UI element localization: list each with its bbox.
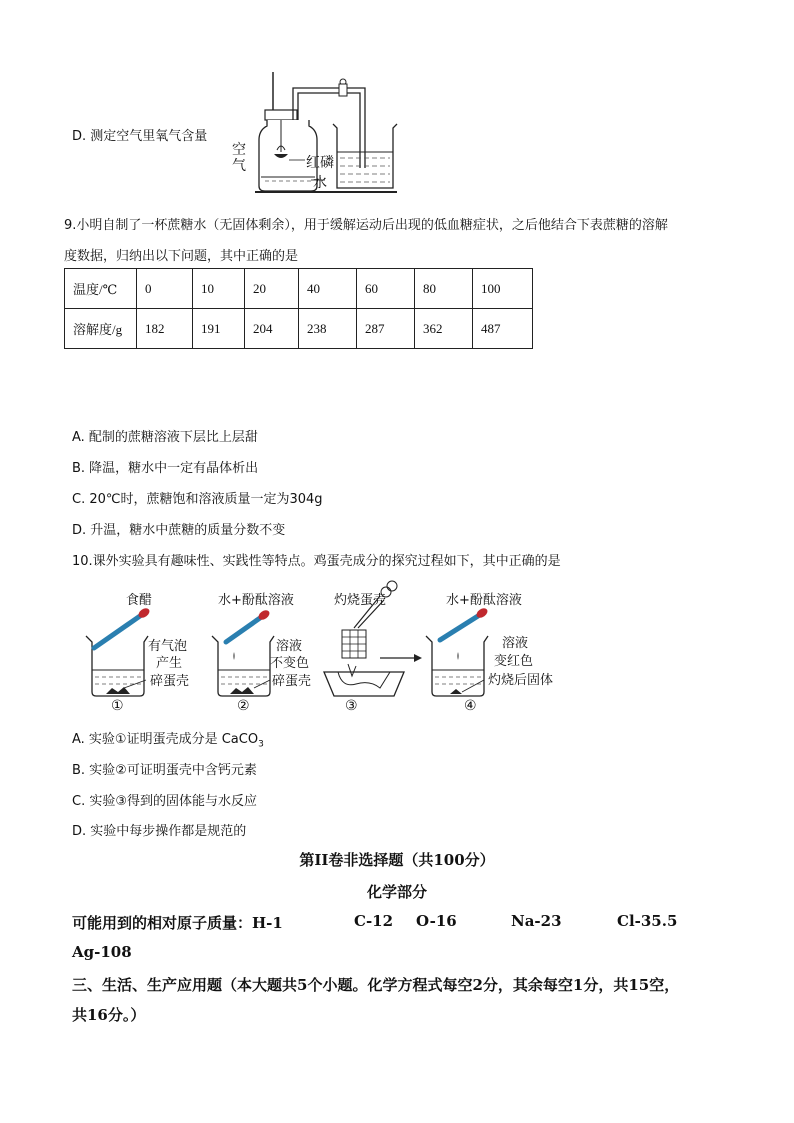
q8-option-d: D. 测定空气里氧气含量	[72, 129, 208, 144]
table-cell: 238	[299, 309, 357, 349]
label-vinegar: 食醋	[126, 593, 153, 608]
table-cell: 204	[245, 309, 299, 349]
label-step-2: ②	[237, 698, 250, 714]
label-burn-shell: 灼烧蛋壳	[334, 593, 387, 608]
label-no-change-1: 溶液	[276, 639, 303, 654]
q9-option-d: D. 升温，糖水中蔗糖的质量分数不变	[72, 523, 286, 538]
table-cell: 182	[137, 309, 193, 349]
label-step-3: ③	[345, 698, 358, 714]
section3-heading-line2: 共16分。）	[72, 1006, 146, 1024]
label-red-2: 变红色	[494, 654, 534, 669]
label-shell-2: 碎蛋壳	[272, 674, 312, 689]
part2-title: 第II卷非选择题（共100分）	[299, 851, 495, 869]
q9-stem-line2: 度数据，归纳出以下问题，其中正确的是	[64, 249, 299, 264]
table-header-temperature: 温度/℃	[65, 269, 137, 309]
table-cell: 362	[415, 309, 473, 349]
table-cell: 20	[245, 269, 299, 309]
q10-option-c: C. 实验③得到的固体能与水反应	[72, 794, 257, 809]
atomic-mass-label: 可能用到的相对原子质量：H-1	[72, 914, 283, 932]
table-cell: 487	[473, 309, 533, 349]
part2-subtitle: 化学部分	[366, 883, 427, 901]
q10-stem: 10.课外实验具有趣味性、实践性等特点。鸡蛋壳成分的探究过程如下，其中正确的是	[72, 554, 561, 569]
q9-option-b: B. 降温，糖水中一定有晶体析出	[72, 461, 259, 476]
q10-option-a-subscript: 3	[258, 739, 264, 750]
table-cell: 40	[299, 269, 357, 309]
label-water-phenolphthalein-1: 水+酚酞溶液	[218, 593, 294, 608]
table-row	[65, 269, 533, 309]
label-water-phenolphthalein-2: 水+酚酞溶液	[446, 593, 522, 608]
label-red-phosphorus: 红磷	[306, 155, 334, 171]
label-red-1: 溶液	[502, 636, 529, 651]
table-cell: 100	[473, 269, 533, 309]
atomic-mass-o: O-16	[416, 912, 457, 930]
section3-heading-line1: 三、生活、生产应用题（本大题共5个小题。化学方程式每空2分，其余每空1分，共15空，	[72, 976, 680, 994]
label-burnt-solid: 灼烧后固体	[488, 673, 554, 688]
table-cell: 10	[193, 269, 245, 309]
solubility-table	[64, 268, 533, 349]
atomic-mass-cl: Cl-35.5	[617, 912, 678, 930]
label-bubbles-2: 产生	[156, 656, 183, 671]
q10-option-d: D. 实验中每步操作都是规范的	[72, 824, 247, 839]
table-cell: 191	[193, 309, 245, 349]
table-cell: 60	[357, 269, 415, 309]
label-bubbles-1: 有气泡	[148, 639, 188, 654]
atomic-mass-ag: Ag-108	[72, 943, 132, 961]
label-air: 空气	[232, 142, 246, 174]
atomic-mass-c: C-12	[354, 912, 394, 930]
q9-option-a: A. 配制的蔗糖溶液下层比上层甜	[72, 430, 258, 445]
q10-option-b: B. 实验②可证明蛋壳中含钙元素	[72, 763, 257, 778]
atomic-mass-na: Na-23	[511, 912, 562, 930]
q10-option-a-text: A. 实验①证明蛋壳成分是 CaCO	[72, 732, 259, 747]
table-header-solubility: 溶解度/g	[65, 309, 137, 349]
label-step-1: ①	[111, 698, 124, 714]
q10-option-a	[72, 728, 264, 750]
label-shell-1: 碎蛋壳	[150, 674, 190, 689]
table-cell: 80	[415, 269, 473, 309]
label-step-4: ④	[464, 698, 477, 714]
q9-option-c: C. 20℃时，蔗糖饱和溶液质量一定为304g	[72, 492, 323, 507]
q9-stem-line1: 9.小明自制了一杯蔗糖水（无固体剩余），用于缓解运动后出现的低血糖症状，之后他结合下表蔗糖的溶解	[64, 218, 668, 233]
table-cell: 0	[137, 269, 193, 309]
label-no-change-2: 不变色	[270, 656, 310, 671]
table-cell: 287	[357, 309, 415, 349]
table-row	[65, 309, 533, 349]
label-water: 水	[313, 175, 327, 191]
